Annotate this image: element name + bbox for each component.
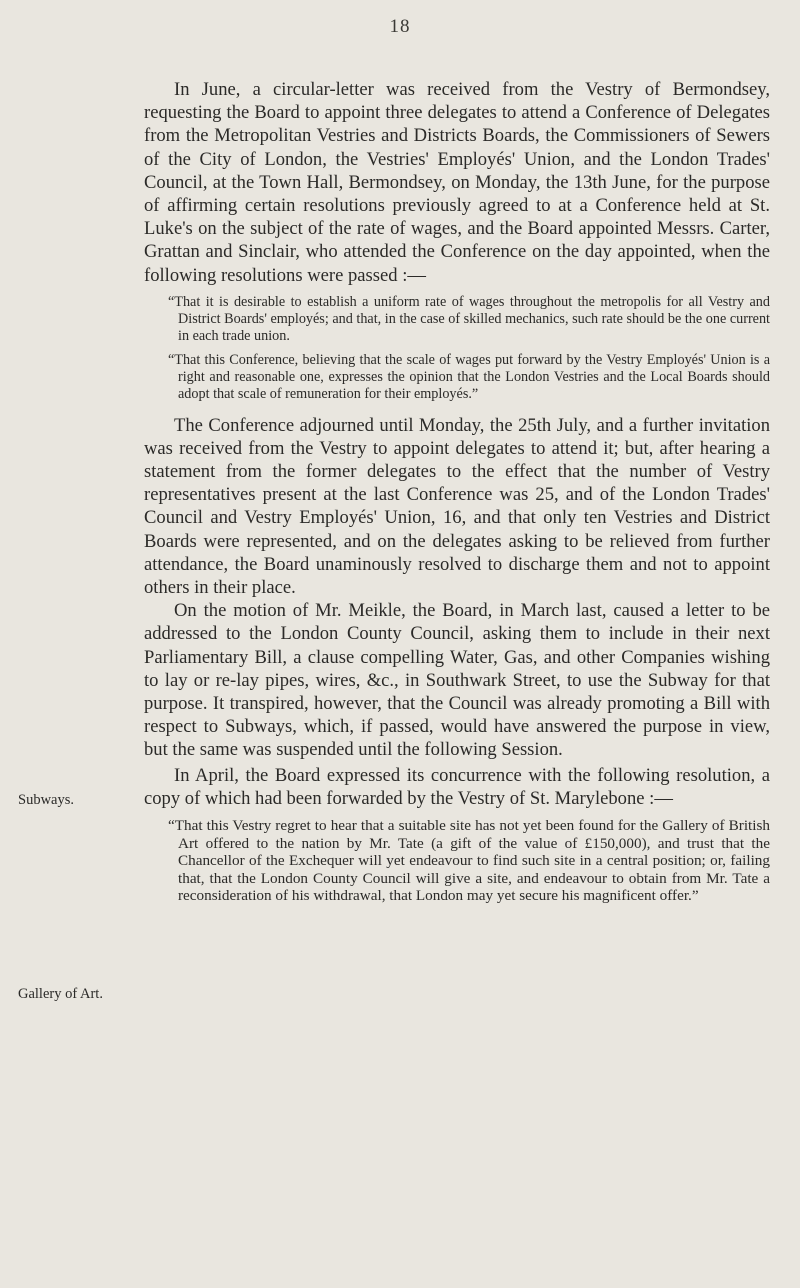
marylebone-resolution-quote <box>168 817 770 905</box>
resolution-uniform-wages: “That it is desirable to establish a uniform rate of wages throughout the metropolis for all Vestry and District Boards' employés; and that, in the case of skilled mechanics, such rate should be the one current in each trade union. <box>168 293 770 345</box>
paragraph-conference-delegates: In June, a circular-letter was received from the Vestry of Bermondsey, requesting the Board to appoint three delegates to attend a Conference of Delegates from the Metropolitan Vestries and Districts Boards, the Commissioners of Sewers of the City of London, the Vestries' Employés' Union, and the London Trades' Council, at the Town Hall, Bermondsey, on Monday, the 13th June, for the purpose of affirming certain resolutions previously agreed to at a Conference held at St. Luke's on the subject of the rate of wages, and the Board appointed Messrs. Carter, Grattan and Sinclair, who attended the Conference on the day appointed, when the following resolutions were passed :— <box>144 79 770 286</box>
paragraph-conference-adjourned: The Conference adjourned until Monday, the 25th July, and a further invitation was received from the Vestry to appoint delegates to attend it; but, after hearing a statement from the former delegates to the effect that the number of Vestry representatives present at the last Conference was 25, and of the London Trades' Council and Vestry Employés' Union, 16, and that only ten Vestries and District Boards were represented, and on the delegates asking to be relieved from further attendance, the Board unaminously resolved to discharge them and not to appoint others in their place. <box>144 414 770 599</box>
resolutions-quote <box>168 294 770 404</box>
paragraph-subways: On the motion of Mr. Meikle, the Board, in March last, caused a letter to be addressed to the London County Council, asking them to include in their next Parliamentary Bill, a clause compelling Water, Gas, and other Companies wishing to lay or re-lay pipes, wires, &c., in Southwark Street, to use the Subway for that purpose. It transpired, however, that the Council was already promoting a Bill with respect to Subways, which, if passed, would have answered the purpose in view, but the same was suspended until the following Session. <box>144 600 770 761</box>
margin-note-subways: Subways. <box>18 792 74 808</box>
resolution-tate-gallery: “That this Vestry regret to hear that a suitable site has not yet been found for the Gallery of British Art offered to the nation by Mr. Tate (a gift of the value of £150,000), and trust that the Chancellor of the Exchequer will yet endeavour to find such site in a central position; or, failing that, that the London County Council will give a site, and endeavour to obtain from Mr. Tate a reconsideration of his withdrawal, that London may yet secure his magnificent offer.” <box>168 817 770 905</box>
page-body <box>144 78 770 915</box>
paragraph-gallery-of-art: In April, the Board expressed its concurrence with the following resolution, a copy of which had been forwarded by the Vestry of St. Marylebone :— <box>144 764 770 809</box>
page-number: 18 <box>389 16 411 37</box>
margin-note-gallery-of-art: Gallery of Art. <box>18 986 103 1002</box>
resolution-scale-of-wages: “That this Conference, believing that the scale of wages put forward by the Vestry Employés' Union is a right and reasonable one, expresses the opinion that the London Vestries and the Local Boards should adopt that scale of remuneration for their employés.” <box>168 351 770 403</box>
